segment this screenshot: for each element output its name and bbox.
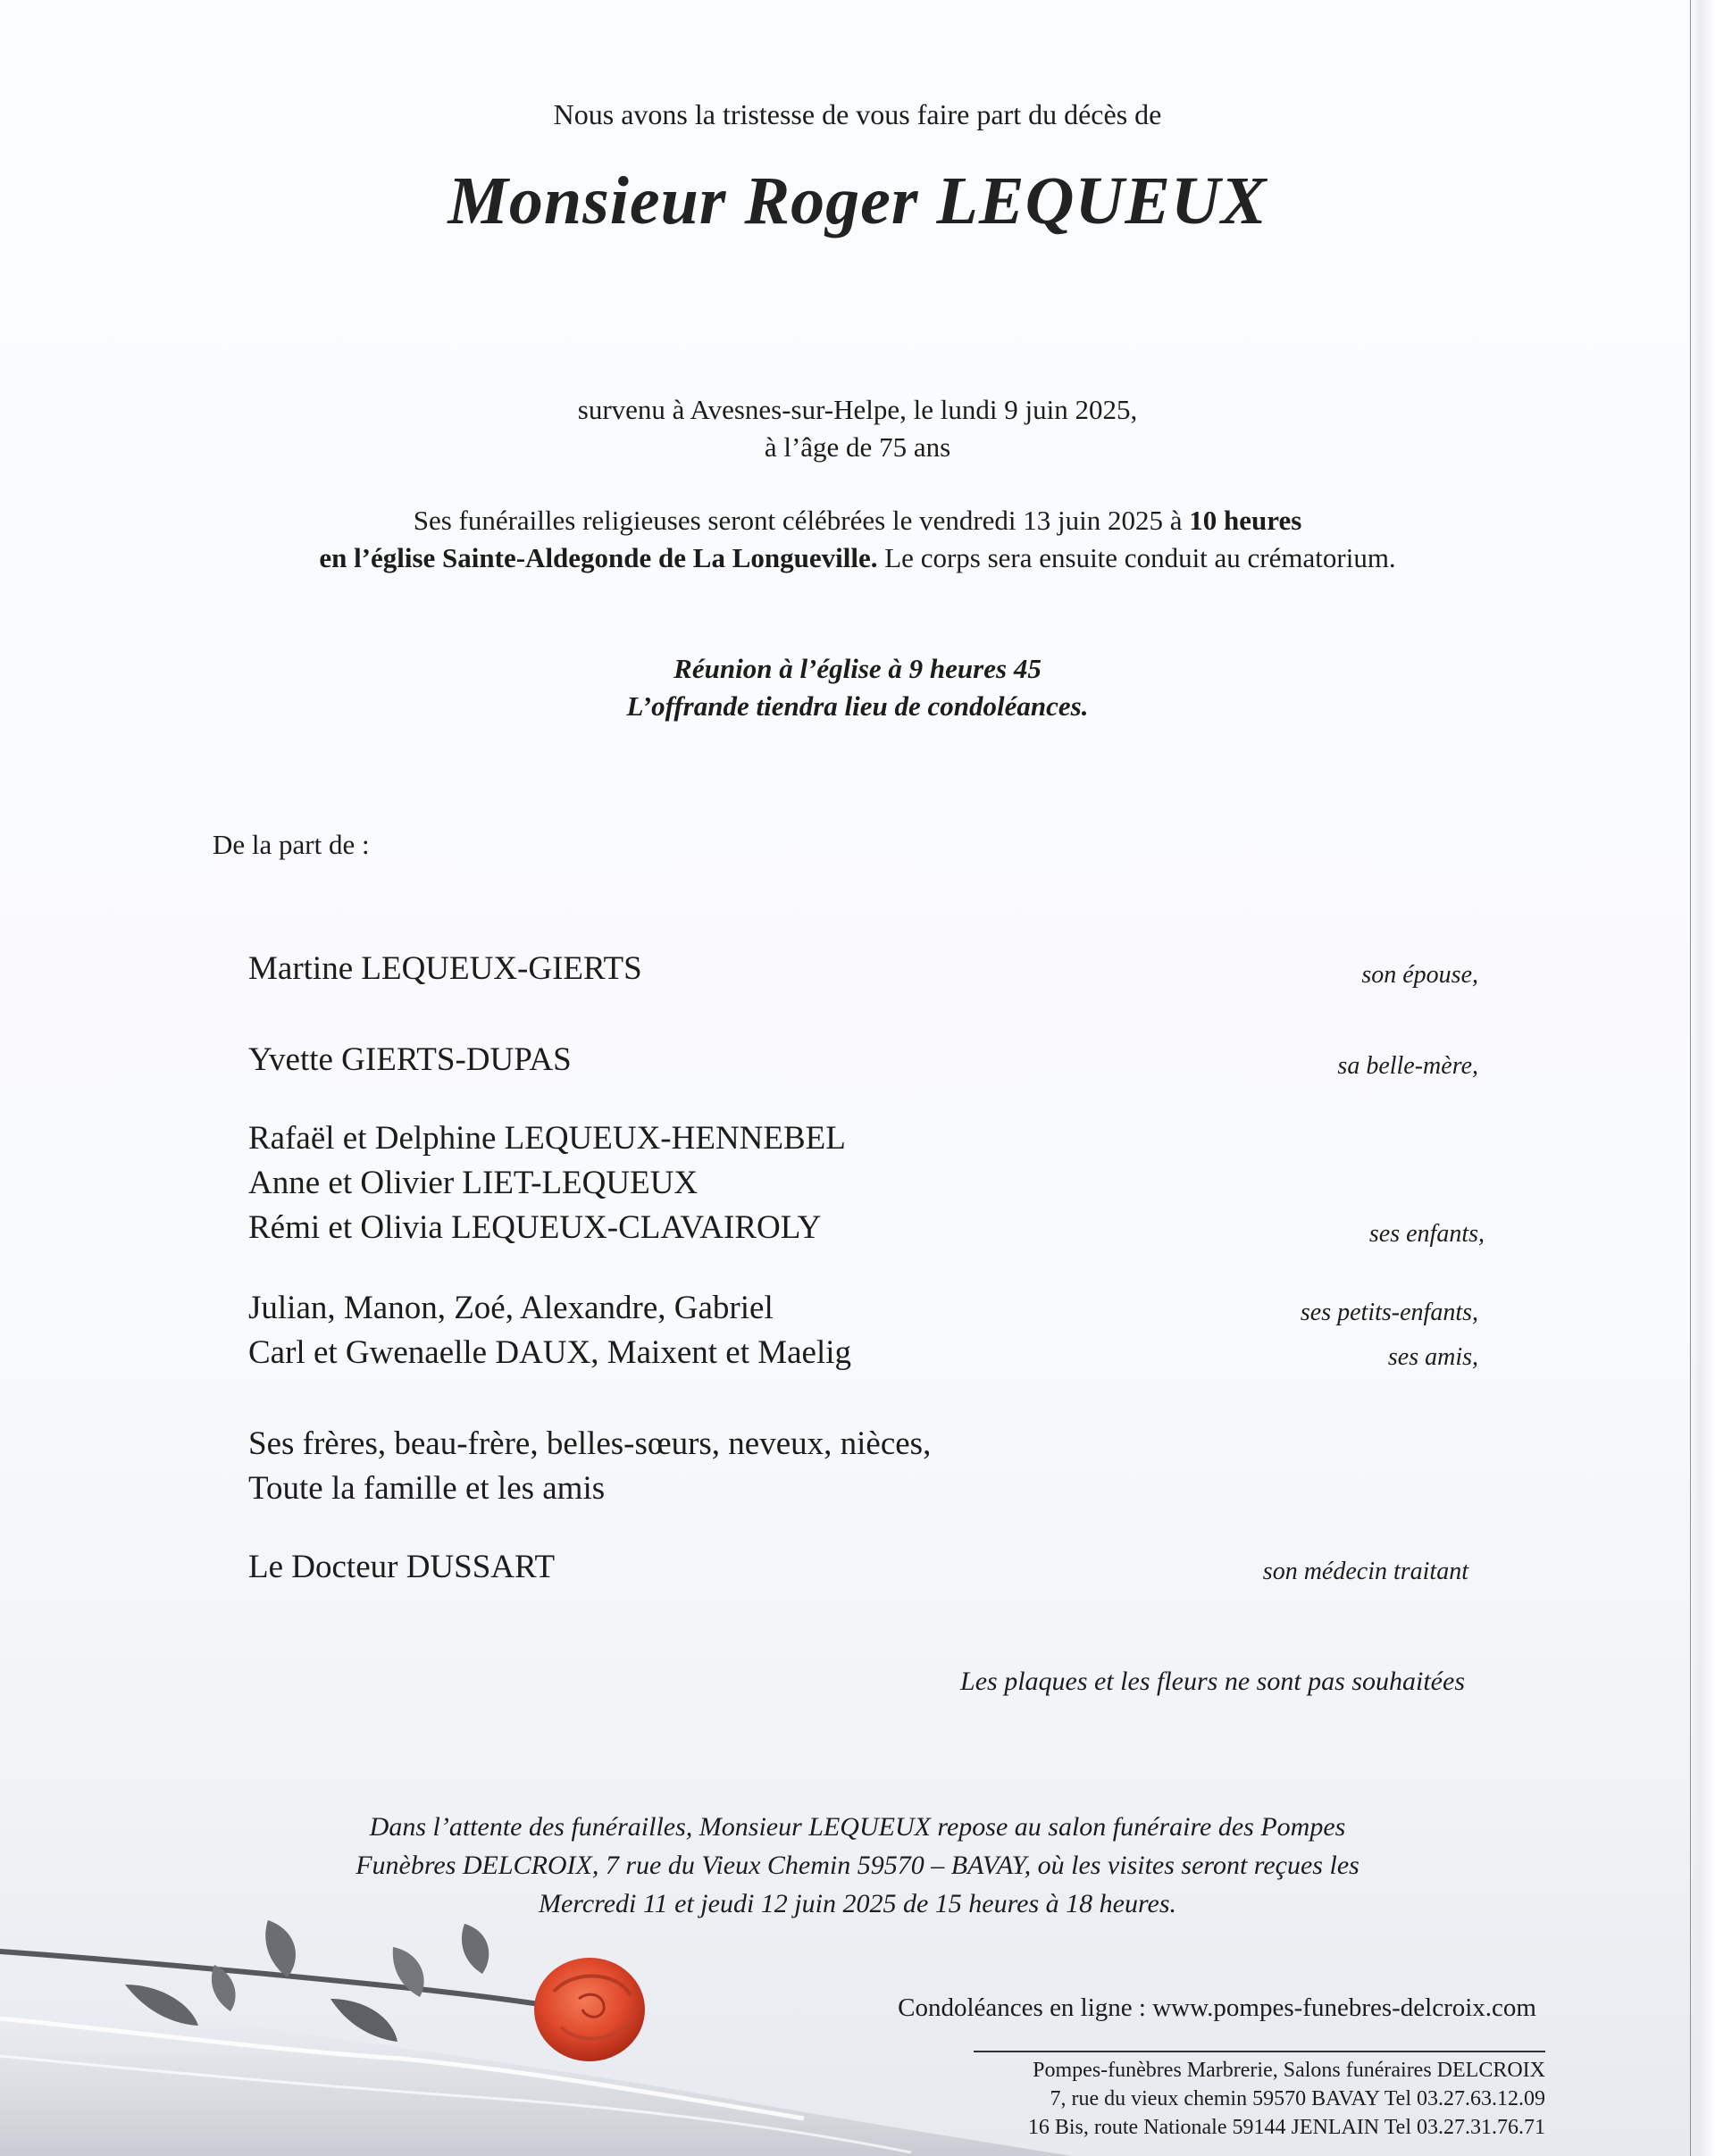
funeral-time: 10 heures [1189, 505, 1302, 536]
death-age: à l’âge de 75 ans [764, 431, 951, 463]
family-group-spouse [248, 947, 642, 991]
deceased-name: Monsieur Roger LEQUEUX [448, 163, 1267, 238]
funeral-line-1 [0, 502, 1715, 539]
family-name-line: Anne et Olivier LIET-LEQUEUX [248, 1165, 699, 1201]
rose-leaf [330, 1999, 397, 2042]
family-group-mother-in-law [248, 1038, 572, 1082]
family-name-line: Carl et Gwenaelle DAUX, Maixent et Maelig [248, 1334, 852, 1371]
family-group-doctor [248, 1545, 555, 1590]
no-flowers-note: Les plaques et les fleurs ne sont pas souhaitées [960, 1667, 1465, 1696]
funeral-church: en l’église Sainte-Aldegonde de La Longueville. [319, 542, 878, 573]
rose-leaf [462, 1924, 489, 1974]
family-name-line: Julian, Manon, Zoé, Alexandre, Gabriel [248, 1290, 774, 1326]
funeral-cremation-text: Le corps sera ensuite conduit au crématorium. [877, 542, 1396, 573]
funeral-home-address-jenlain: 16 Bis, route Nationale 59144 JENLAIN Tel 03.27.31.76.71 [1027, 2116, 1545, 2139]
family-name-line: Rafaël et Delphine LEQUEUX-HENNEBEL [248, 1120, 846, 1157]
family-group-children [248, 1116, 846, 1250]
family-name-line: Le Docteur DUSSART [248, 1549, 556, 1585]
repose-line-2: Funèbres DELCROIX, 7 rue du Vieux Chemin 59570 – BAVAY, où les visites seront reçues les [356, 1851, 1359, 1880]
funeral-details [0, 502, 1715, 577]
funeral-home-address-bavay: 7, rue du vieux chemin 59570 BAVAY Tel 03.27.63.12.09 [1050, 2087, 1545, 2110]
rose-leaf [265, 1920, 296, 1977]
funeral-date-text: Ses funérailles religieuses seront célébrées le vendredi 13 juin 2025 à [413, 505, 1190, 536]
relation-label: ses petits-enfants, [1300, 1299, 1478, 1326]
scan-edge [1690, 0, 1715, 2156]
death-place-date: survenu à Avesnes-sur-Helpe, le lundi 9 juin 2025, [577, 394, 1138, 425]
repose-line-3: Mercredi 11 et jeudi 12 juin 2025 de 15 heures à 18 heures. [538, 1889, 1177, 1918]
from-label: De la part de : [213, 829, 370, 860]
family-name-line: Ses frères, beau-frère, belles-sœurs, neveux, nièces, [248, 1425, 932, 1462]
funeral-home-info [974, 2051, 1545, 2142]
repose-line-1: Dans l’attente des funérailles, Monsieur LEQUEUX repose au salon funéraire des Pompes [369, 1812, 1346, 1842]
online-condolences: Condoléances en ligne : www.pompes-funebres-delcroix.com [898, 1993, 1536, 2022]
relation-label: ses amis, [1387, 1343, 1478, 1371]
relation-label: sa belle-mère, [1337, 1052, 1478, 1080]
relation-label: son épouse, [1361, 961, 1478, 989]
repose-info [0, 1808, 1715, 1923]
meeting-time: Réunion à l’église à 9 heures 45 [673, 653, 1042, 684]
funeral-home-name: Pompes-funèbres Marbrerie, Salons funéraires DELCROIX [1033, 2059, 1545, 2082]
family-group-friends [248, 1331, 851, 1375]
relation-label: ses enfants, [1368, 1220, 1485, 1248]
family-group-grandchildren [248, 1286, 774, 1331]
offering-note: L’offrande tiendra lieu de condoléances. [626, 690, 1089, 722]
death-details [0, 391, 1715, 466]
relation-label: son médecin traitant [1262, 1558, 1468, 1585]
funeral-line-2 [0, 539, 1715, 577]
intro-text: Nous avons la tristesse de vous faire part du décès de [553, 98, 1162, 130]
meeting-info [0, 650, 1715, 725]
family-name-line: Toute la famille et les amis [248, 1470, 606, 1507]
family-name-line: Yvette GIERTS-DUPAS [248, 1041, 572, 1078]
rose-bloom [534, 1958, 645, 2061]
family-name-line: Martine LEQUEUX-GIERTS [248, 950, 642, 987]
family-name-line: Rémi et Olivia LEQUEUX-CLAVAIROLY [248, 1209, 822, 1246]
family-group-extended [248, 1422, 931, 1511]
